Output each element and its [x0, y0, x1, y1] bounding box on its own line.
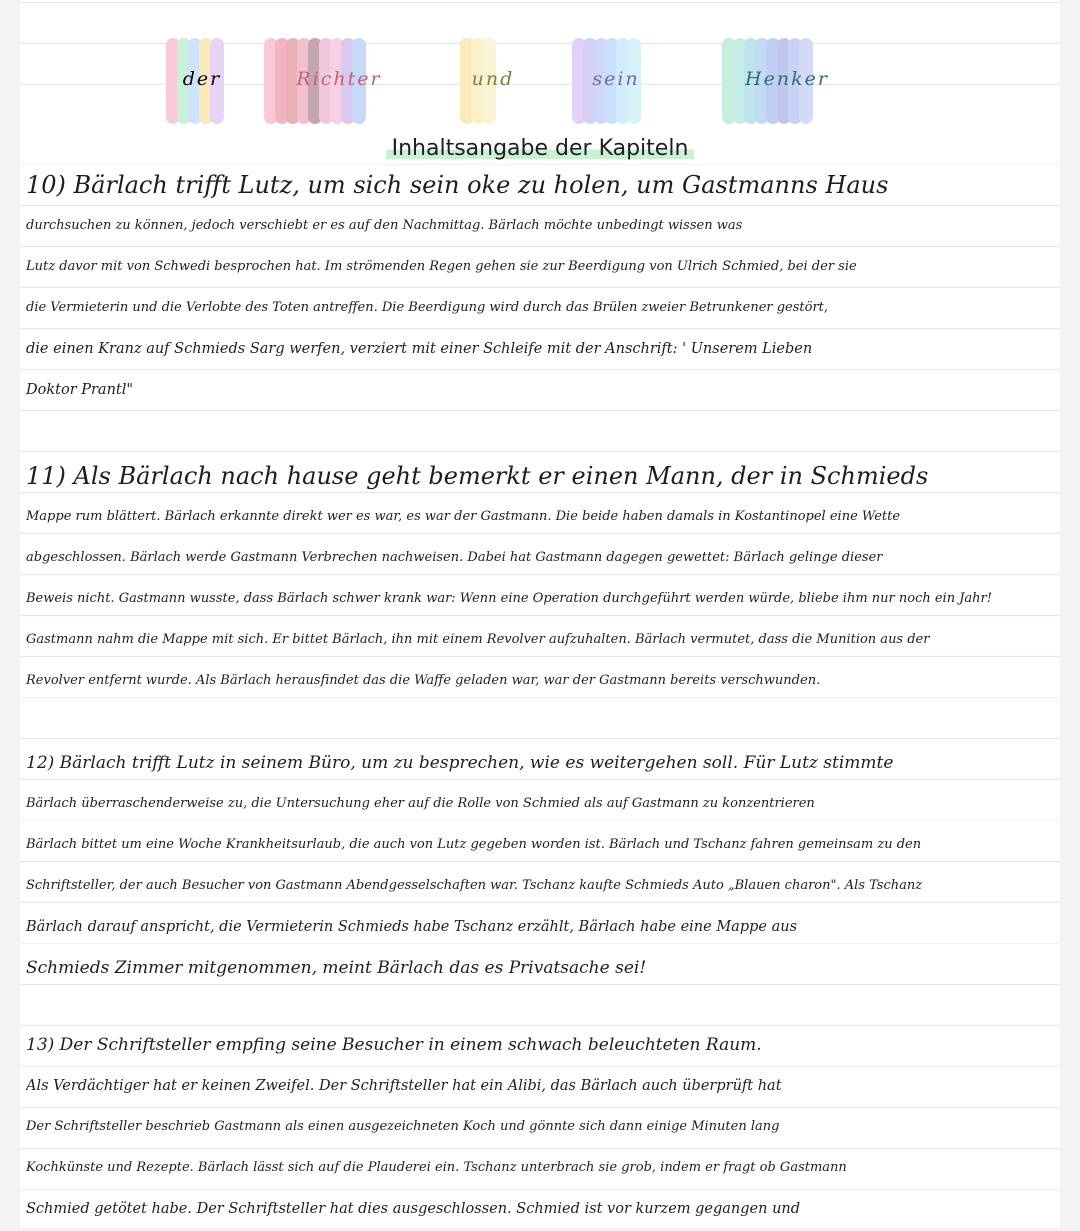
title-header [20, 0, 1060, 122]
text-line: 10) Bärlach trifft Lutz, um sich sein oke zu holen, um Gastmanns Haus [26, 171, 889, 199]
title-word-text: Richter [296, 68, 382, 90]
text-line: 13) Der Schriftsteller empfing seine Besucher in einem schwach beleuchteten Raum. [26, 1035, 762, 1055]
text-line: 12) Bärlach trifft Lutz in seinem Büro, um zu besprechen, wie es weitergehen soll. Für Lutz stimmte [26, 753, 894, 773]
text-line: Kochkünste und Rezepte. Bärlach lässt sich auf die Plauderei ein. Tschanz unterbrach sie grob, indem er fragt ob Gastmann [26, 1160, 847, 1175]
title-word-und [460, 38, 526, 124]
title-word-text: der [182, 68, 222, 90]
text-line: Schriftsteller, der auch Besucher von Gastmann Abendgesselschaften war. Tschanz kaufte Schmieds Auto „Blauen charon". Als Tschanz [26, 878, 923, 893]
title-word-henker [722, 38, 852, 124]
page-subtitle: Inhaltsangabe der Kapiteln [386, 136, 695, 161]
text-line: Beweis nicht. Gastmann wusste, dass Bärlach schwer krank war: Wenn eine Operation durchgeführt werden würde, bliebe ihm nur noch ein Jahr! [26, 591, 992, 606]
text-line: Bärlach darauf anspricht, die Vermieterin Schmieds habe Tschanz erzählt, Bärlach habe eine Mappe aus [26, 919, 798, 935]
text-line: Lutz davor mit von Schwedi besprochen hat. Im strömenden Regen gehen sie zur Beerdigung von Ulrich Schmied, bei der sie [26, 259, 857, 274]
title-word-text: Henker [745, 68, 829, 90]
text-line: Bärlach überraschenderweise zu, die Untersuchung eher auf die Rolle von Schmied als auf Gastmann zu konzentrieren [26, 796, 815, 811]
text-line: Revolver entfernt wurde. Als Bärlach herausfindet das die Waffe geladen war, war der Gastmann bereits verschwunden. [26, 673, 821, 688]
text-line: Als Verdächtiger hat er keinen Zweifel. Der Schriftsteller hat ein Alibi, das Bärlach auch überprüft hat [26, 1078, 782, 1094]
text-line: Schmieds Zimmer mitgenommen, meint Bärlach das es Privatsache sei! [26, 958, 647, 978]
chapter-13-summary [26, 1026, 1054, 1231]
text-line: durchsuchen zu können, jedoch verschiebt er es auf den Nachmittag. Bärlach möchte unbedingt wissen was [26, 218, 743, 233]
text-line: Doktor Prantl" [26, 382, 134, 398]
title-word-text: und [471, 68, 515, 90]
title-word-sein [572, 38, 660, 124]
title-word-text: sein [592, 68, 640, 90]
text-line: die Vermieterin und die Verlobte des Toten antreffen. Die Beerdigung wird durch das Brülen zweier Betrunkener gestört, [26, 300, 829, 315]
title-word-der [166, 38, 238, 124]
text-line: abgeschlossen. Bärlach werde Gastmann Verbrechen nachweisen. Dabei hat Gastmann dagegen gewettet: Bärlach gelinge dieser [26, 550, 883, 565]
chapter-11-summary [26, 457, 1054, 703]
text-line: Der Schriftsteller beschrieb Gastmann als einen ausgezeichneten Koch und gönnte sich dann einige Minuten lang [26, 1119, 780, 1134]
text-line: 11) Als Bärlach nach hause geht bemerkt er einen Mann, der in Schmieds [26, 462, 929, 490]
text-line: Schmied getötet habe. Der Schriftsteller hat dies ausgeschlossen. Schmied ist vor kurzem gegangen und [26, 1201, 801, 1217]
notebook-page [20, 0, 1060, 1228]
subtitle-wrapper [320, 136, 760, 161]
chapter-12-summary [26, 744, 1054, 990]
title-word-richter [264, 38, 414, 124]
text-line: die einen Kranz auf Schmieds Sarg werfen, verziert mit einer Schleife mit der Anschrift: ' Unserem Lieben [26, 341, 813, 357]
text-line: Gastmann nahm die Mappe mit sich. Er bittet Bärlach, ihn mit einem Revolver aufzuhalten. Bärlach vermutet, dass die Munition aus der [26, 632, 930, 647]
text-line: Bärlach bittet um eine Woche Krankheitsurlaub, die auch von Lutz gegeben worden ist. Bärlach und Tschanz fahren gemeinsam zu den [26, 837, 922, 852]
chapter-10-summary [26, 166, 1054, 412]
text-line: Mappe rum blättert. Bärlach erkannte direkt wer es war, es war der Gastmann. Die beide haben damals in Kostantinopel eine Wette [26, 509, 901, 524]
